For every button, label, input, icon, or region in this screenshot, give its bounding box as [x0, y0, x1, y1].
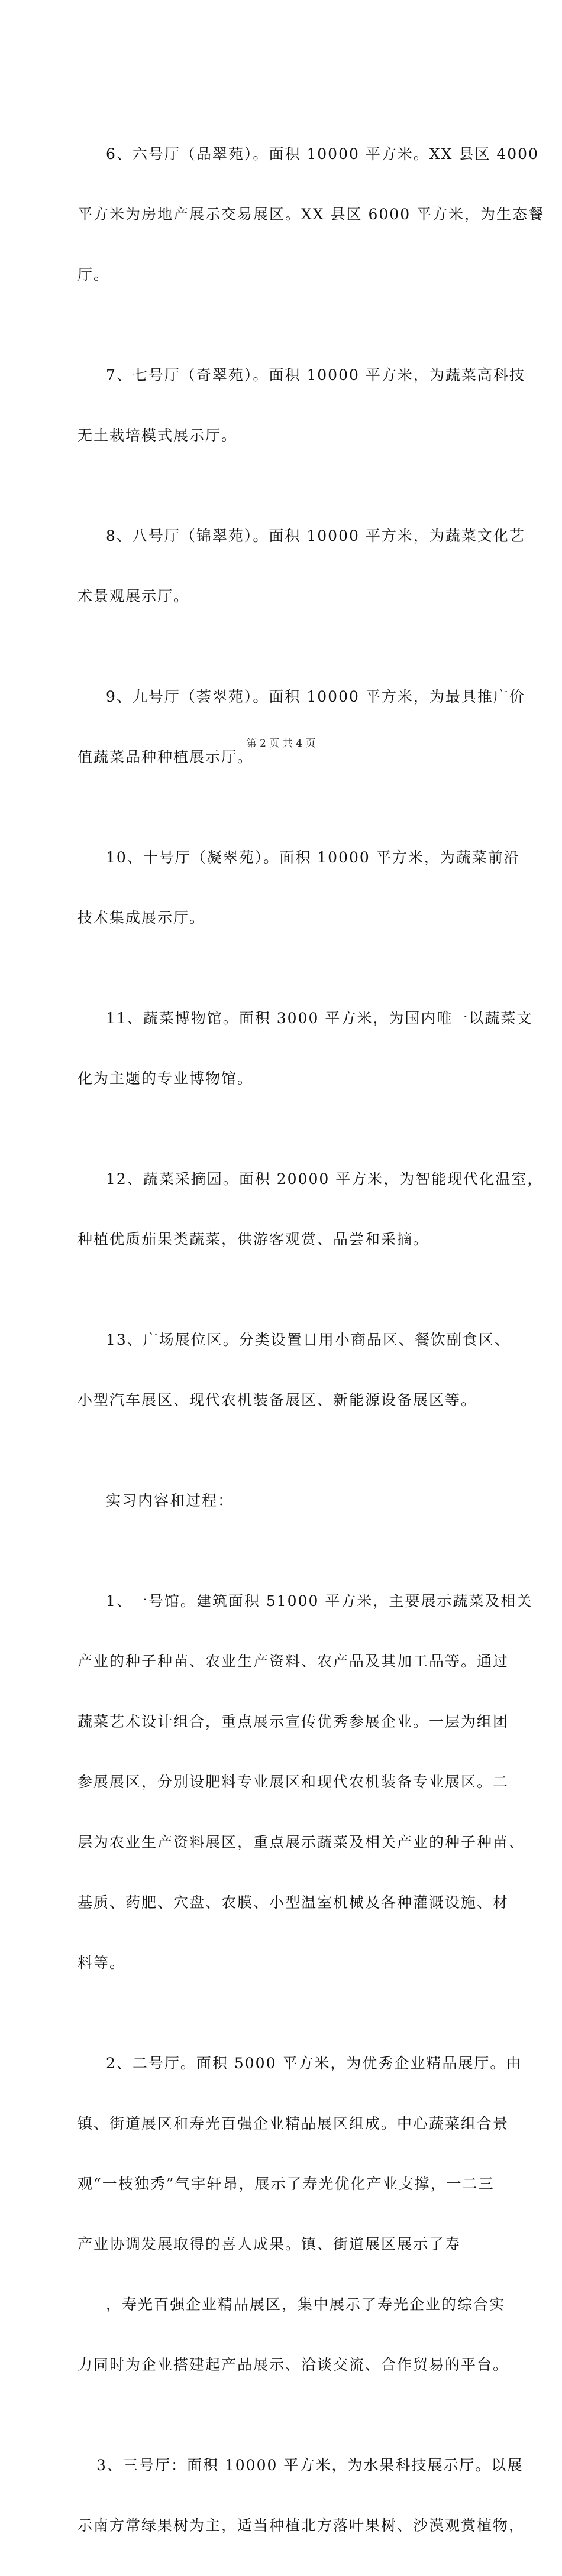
- text-line: 镇、街道展区和寿光百强企业精品展区组成。中心蔬菜组合景: [77, 2115, 509, 2132]
- text-line: 3、三号厅：面积 10000 平方米，为水果科技展示厅。以展: [96, 2457, 524, 2474]
- text-line: 10、十号厅（凝翠苑）。面积 10000 平方米，为蔬菜前沿: [106, 849, 520, 866]
- text-line: 产业协调发展取得的喜人成果。镇、街道展区展示了寿: [77, 2236, 461, 2253]
- paragraph-hall-7: [77, 325, 525, 486]
- text-line: 平方米为房地产展示交易展区。XX 县区 6000 平方米，为生态餐: [77, 206, 545, 223]
- text-line: 层为农业生产资料展区，重点展示蔬菜及相关产业的种子种苗、: [77, 1834, 525, 1851]
- text-line: 蔬菜艺术设计组合，重点展示宣传优秀参展企业。一层为组团: [77, 1713, 509, 1730]
- section-heading: [77, 1451, 492, 1551]
- text-line: 料等。: [77, 1954, 126, 1971]
- text-line: 9、九号厅（荟翠苑）。面积 10000 平方米，为最具推广价: [106, 688, 525, 705]
- text-line: 术景观展示厅。: [77, 588, 190, 605]
- text-line: 小型汽车展区、现代农机装备展区、新能源设备展区等。: [77, 1391, 477, 1409]
- paragraph-hall-8: [77, 486, 525, 647]
- text-line: 无土栽培模式展示厅。: [77, 427, 238, 444]
- text-line: 基质、药肥、穴盘、农膜、小型温室机械及各种灌溉设施、材: [77, 1894, 509, 1911]
- paragraph-hall-9: [77, 647, 525, 807]
- text-line: 产业的种子种苗、农业生产资料、农产品及其加工品等。通过: [77, 1653, 509, 1670]
- text-line: 值蔬菜品种种植展示厅。: [77, 748, 254, 765]
- text-line: 1、一号馆。建筑面积 51000 平方米，主要展示蔬菜及相关: [106, 1592, 533, 1610]
- text-line: 化为主题的专业博物馆。: [77, 1070, 254, 1087]
- paragraph-museum: [77, 968, 533, 1129]
- text-line: 8、八号厅（锦翠苑）。面积 10000 平方米，为蔬菜文化艺: [106, 527, 525, 544]
- paragraph-hall-3: [77, 2415, 525, 2576]
- text-line: 7、七号厅（奇翠苑）。面积 10000 平方米，为蔬菜高科技: [106, 366, 525, 384]
- text-line: ，寿光百强企业精品展区，集中展示了寿光企业的综合实: [106, 2296, 506, 2313]
- paragraph-picking-garden: [77, 1129, 544, 1290]
- paragraph-hall-1: [77, 1551, 533, 2013]
- page-number-footer: 第 2 页 共 4 页: [246, 738, 316, 750]
- paragraph-hall-10: [77, 807, 520, 968]
- text-line: 技术集成展示厅。: [77, 909, 206, 926]
- text-line: 12、蔬菜采摘园。面积 20000 平方米，为智能现代化温室，: [106, 1170, 544, 1188]
- text-line: 2、二号厅。面积 5000 平方米，为优秀企业精品展厅。由: [106, 2055, 522, 2072]
- text-line: 观“一枝独秀”气宇轩昂，展示了寿光优化产业支撑，一二三: [77, 2175, 495, 2192]
- text-line: 11、蔬菜博物馆。面积 3000 平方米，为国内唯一以蔬菜文: [106, 1010, 533, 1027]
- text-line: 示南方常绿果树为主，适当种植北方落叶果树、沙漠观赏植物，: [77, 2517, 525, 2534]
- paragraph-hall-6: [77, 104, 545, 325]
- text-line: 实习内容和过程：: [106, 1492, 234, 1509]
- paragraph-hall-2: [77, 2013, 522, 2415]
- text-line: 种植优质茄果类蔬菜，供游客观赏、品尝和采摘。: [77, 1231, 429, 1248]
- paragraph-plaza: [77, 1290, 511, 1451]
- text-line: 厅。: [77, 266, 110, 283]
- text-line: 13、广场展位区。分类设置日用小商品区、餐饮副食区、: [106, 1331, 511, 1348]
- document-body: [77, 104, 545, 2576]
- text-line: 力同时为企业搭建起产品展示、洽谈交流、合作贸易的平台。: [77, 2356, 509, 2373]
- text-line: 参展展区，分别设肥料专业展区和现代农机装备专业展区。二: [77, 1773, 509, 1790]
- text-line: 6、六号厅（品翠苑）。面积 10000 平方米。XX 县区 4000: [106, 145, 539, 163]
